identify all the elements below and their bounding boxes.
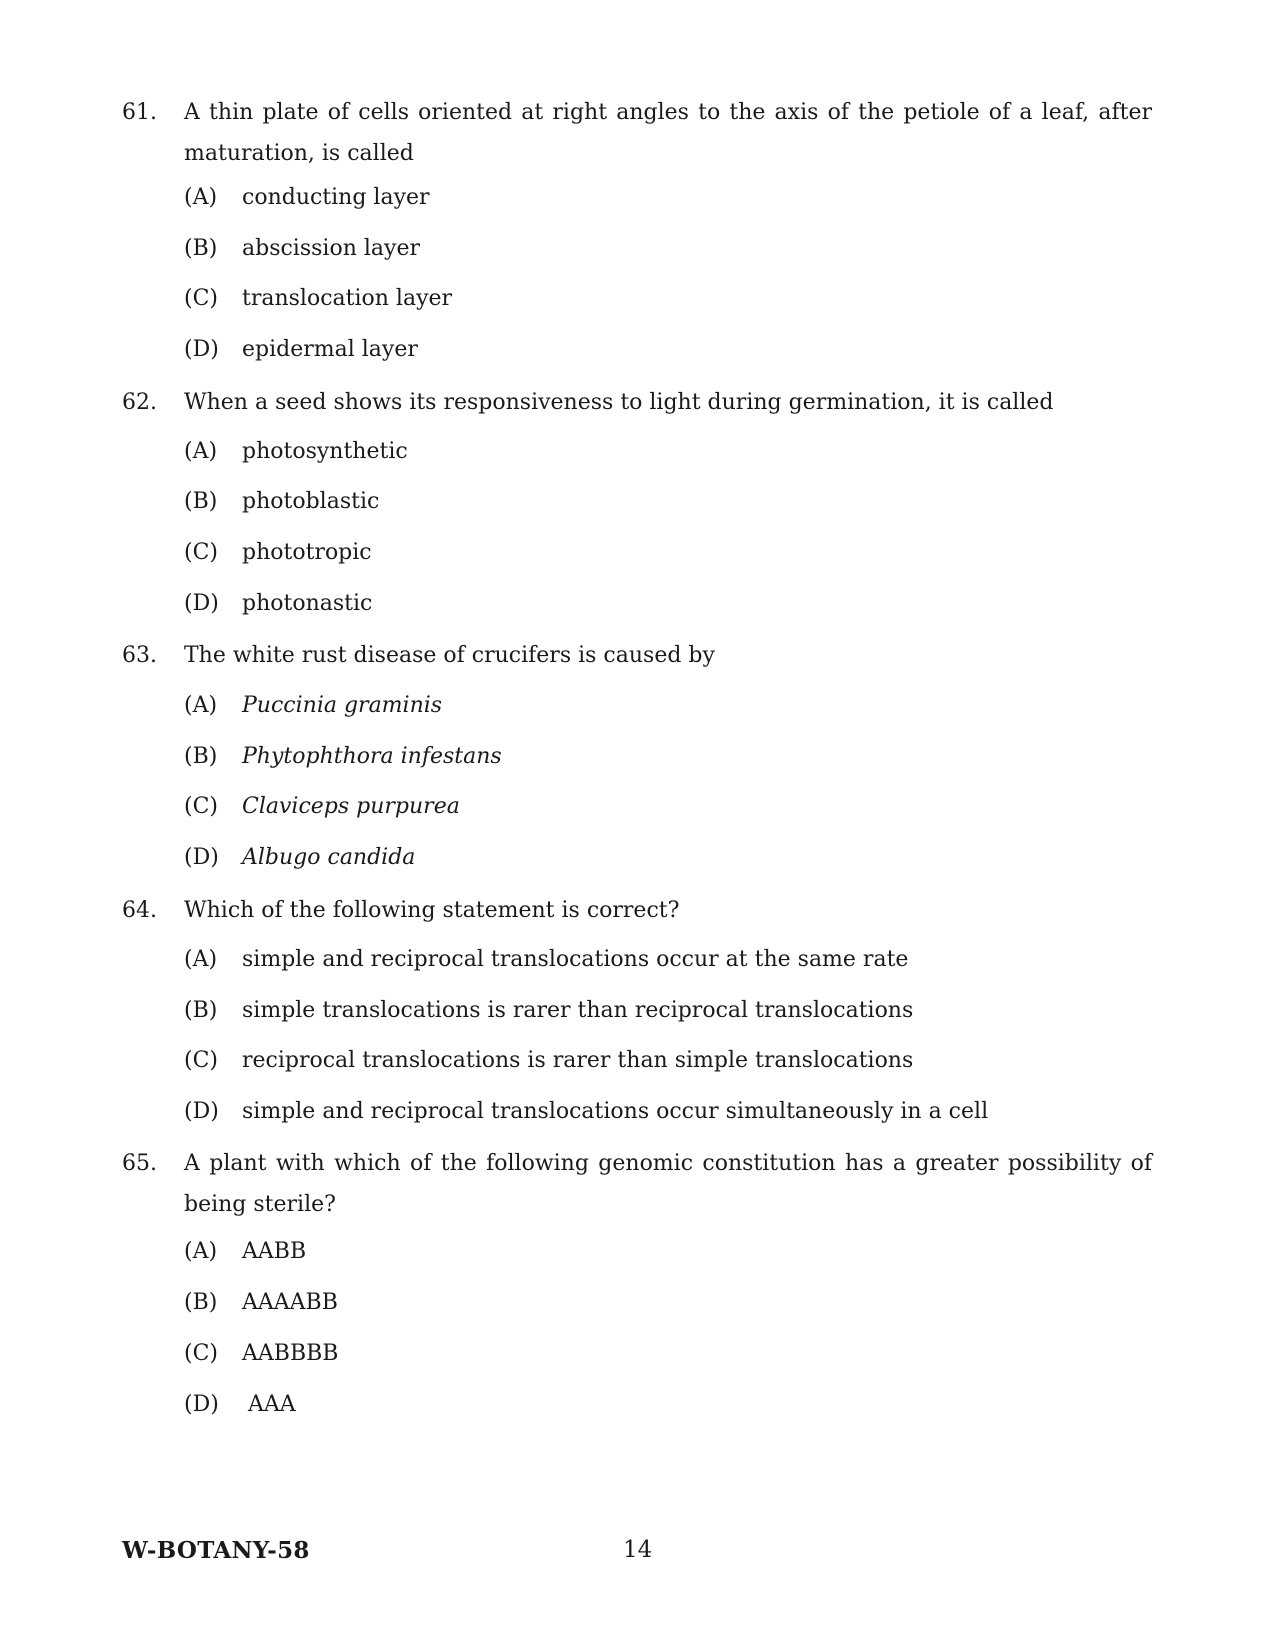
question-number: 63.	[122, 643, 157, 668]
option-64-c	[184, 1046, 913, 1076]
option-65-c	[184, 1339, 338, 1369]
option-61-d	[184, 335, 418, 365]
option-text: AAAABB	[242, 1290, 338, 1315]
option-text: translocation layer	[242, 286, 453, 311]
option-text: epidermal layer	[242, 337, 418, 362]
option-text: photosynthetic	[242, 439, 408, 464]
question-61	[122, 92, 1152, 174]
option-label: (D)	[184, 845, 219, 870]
question-number: 62.	[122, 390, 157, 415]
question-64	[122, 890, 1152, 931]
option-62-c	[184, 538, 372, 568]
question-number: 65.	[122, 1151, 157, 1176]
option-text: AAA	[248, 1392, 296, 1417]
option-label: (D)	[184, 591, 219, 616]
option-label: (C)	[184, 286, 218, 311]
option-text: reciprocal translocations is rarer than simple translocations	[242, 1048, 914, 1073]
paper-code: W-BOTANY-58	[122, 1537, 310, 1564]
option-label: (A)	[184, 947, 218, 972]
option-text: abscission layer	[242, 236, 420, 261]
option-text: AABB	[242, 1239, 307, 1264]
option-label: (B)	[184, 236, 218, 261]
option-text: phototropic	[242, 540, 372, 565]
option-label: (A)	[184, 185, 218, 210]
option-65-d	[184, 1390, 296, 1420]
option-65-a	[184, 1237, 306, 1267]
option-label: (B)	[184, 998, 218, 1023]
question-number: 61.	[122, 100, 157, 125]
option-label: (B)	[184, 1290, 218, 1315]
option-63-a	[184, 691, 442, 721]
option-label: (D)	[184, 337, 219, 362]
option-65-b	[184, 1288, 338, 1318]
option-text: photonastic	[242, 591, 373, 616]
option-64-d	[184, 1097, 988, 1127]
option-text: simple and reciprocal translocations occur simultaneously in a cell	[242, 1099, 989, 1124]
option-text: Puccinia graminis	[242, 693, 443, 718]
option-64-b	[184, 996, 913, 1026]
option-label: (D)	[184, 1099, 219, 1124]
option-label: (B)	[184, 744, 218, 769]
option-text: Albugo candida	[242, 845, 416, 870]
option-63-c	[184, 792, 460, 822]
option-62-a	[184, 437, 408, 467]
question-62	[122, 382, 1152, 423]
option-label: (D)	[184, 1392, 219, 1417]
question-65	[122, 1143, 1152, 1225]
option-63-b	[184, 742, 502, 772]
option-label: (A)	[184, 693, 218, 718]
option-text: AABBBB	[242, 1341, 339, 1366]
question-63	[122, 635, 1152, 676]
option-text: photoblastic	[242, 489, 380, 514]
question-text: Which of the following statement is correct?	[184, 898, 680, 923]
option-61-b	[184, 234, 420, 264]
option-text: Claviceps purpurea	[242, 794, 460, 819]
option-61-a	[184, 183, 430, 213]
page-number: 14	[623, 1537, 653, 1563]
option-62-d	[184, 589, 372, 619]
question-text: A thin plate of cells oriented at right angles to the axis of the petiole of a leaf, after maturation, is called	[184, 100, 1152, 166]
option-61-c	[184, 284, 452, 314]
question-number: 64.	[122, 898, 157, 923]
option-label: (A)	[184, 1239, 218, 1264]
option-label: (C)	[184, 540, 218, 565]
option-label: (C)	[184, 794, 218, 819]
question-text: A plant with which of the following genomic constitution has a greater possibility of being sterile?	[184, 1151, 1152, 1217]
option-label: (B)	[184, 489, 218, 514]
option-text: Phytophthora infestans	[242, 744, 502, 769]
option-label: (C)	[184, 1341, 218, 1366]
option-63-d	[184, 843, 415, 873]
option-label: (C)	[184, 1048, 218, 1073]
question-text: When a seed shows its responsiveness to light during germination, it is called	[184, 390, 1054, 415]
option-text: conducting layer	[242, 185, 430, 210]
option-64-a	[184, 945, 908, 975]
option-text: simple and reciprocal translocations occur at the same rate	[242, 947, 909, 972]
option-label: (A)	[184, 439, 218, 464]
option-text: simple translocations is rarer than reciprocal translocations	[242, 998, 914, 1023]
question-text: The white rust disease of crucifers is caused by	[184, 643, 715, 668]
option-62-b	[184, 487, 379, 517]
